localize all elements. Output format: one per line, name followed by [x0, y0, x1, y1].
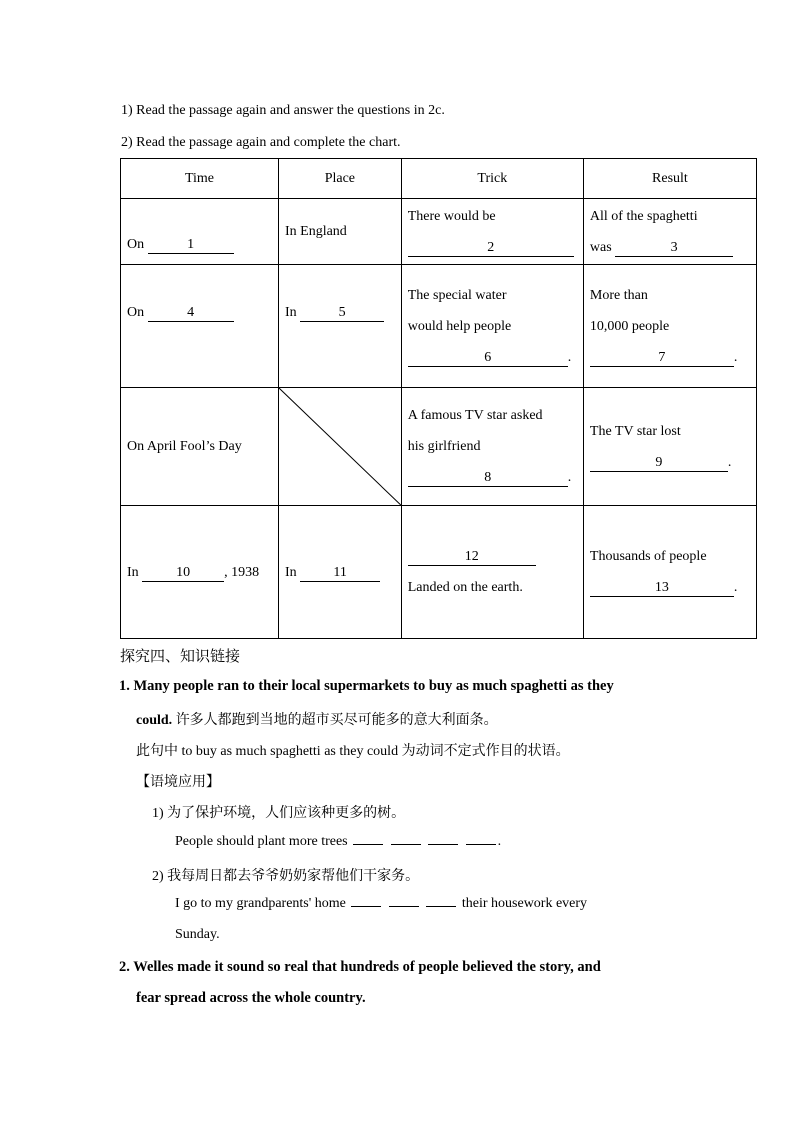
item1-q1-cn: 1) 为了保护环境，人们应该种更多的树。 — [152, 805, 406, 821]
item2-line2: fear spread across the whole country. — [136, 990, 366, 1006]
blank-7[interactable]: 7 — [590, 350, 734, 367]
q2-blank-a[interactable] — [351, 906, 381, 907]
blank-2[interactable]: 2 — [408, 240, 574, 257]
chart-row-4 — [121, 506, 757, 639]
row2-trick: The special water would help people 6 . — [401, 265, 583, 388]
blank-8[interactable]: 8 — [408, 470, 568, 487]
blank-9[interactable]: 9 — [590, 455, 728, 472]
blank-3[interactable]: 3 — [615, 240, 733, 257]
row1-place: In England — [278, 199, 401, 265]
row4-time: In 10 , 1938 — [121, 506, 279, 639]
blank-4[interactable]: 4 — [148, 305, 234, 322]
blank-1[interactable]: 1 — [148, 237, 234, 254]
item1-q2-en: I go to my grandparents' home their housework every — [175, 896, 588, 911]
header-result: Result — [583, 159, 756, 199]
q1-blank-a[interactable] — [353, 844, 383, 845]
row4-trick: 12 Landed on the earth. — [401, 506, 583, 639]
header-trick: Trick — [401, 159, 583, 199]
q1-blank-d[interactable] — [466, 844, 496, 845]
context-label: 【语境应用】 — [136, 774, 220, 790]
item1-line1: 1. Many people ran to their local supermarkets to buy as much spaghetti as they — [119, 678, 614, 694]
item1-q2-cn: 2) 我每周日都去爷爷奶奶家帮他们干家务。 — [152, 868, 420, 884]
row1-time: On 1 — [121, 199, 279, 265]
row4-result: Thousands of people 13 . — [583, 506, 756, 639]
row2-place: In 5 — [278, 265, 401, 388]
row3-trick: A famous TV star asked his girlfriend 8 . — [401, 388, 583, 506]
row3-result: The TV star lost 9 . — [583, 388, 756, 506]
blank-11[interactable]: 11 — [300, 565, 380, 582]
row3-place-crossed — [278, 388, 401, 506]
item1-note: 此句中 to buy as much spaghetti as they could 为动词不定式作目的状语。 — [136, 743, 570, 759]
item1-q2-en-line2: Sunday. — [175, 927, 220, 942]
row3-time: On April Fool’s Day — [121, 388, 279, 506]
blank-12[interactable]: 12 — [408, 549, 536, 566]
row1-result: All of the spaghetti was 3 — [583, 199, 756, 265]
row1-trick: There would be 2 — [401, 199, 583, 265]
row4-place: In 11 — [278, 506, 401, 639]
item1-q1-en: People should plant more trees . — [175, 834, 502, 849]
completion-chart — [120, 158, 757, 639]
instruction-1: 1) Read the passage again and answer the questions in 2c. — [121, 103, 445, 118]
row2-result: More than 10,000 people 7 . — [583, 265, 756, 388]
instruction-2: 2) Read the passage again and complete the chart. — [121, 135, 401, 150]
q2-blank-c[interactable] — [426, 906, 456, 907]
chart-row-2 — [121, 265, 757, 388]
q1-blank-b[interactable] — [391, 844, 421, 845]
blank-13[interactable]: 13 — [590, 580, 734, 597]
q1-blank-c[interactable] — [428, 844, 458, 845]
blank-10[interactable]: 10 — [142, 565, 224, 582]
q2-blank-b[interactable] — [389, 906, 419, 907]
section-title: 探究四、知识链接 — [120, 647, 241, 665]
header-place: Place — [278, 159, 401, 199]
blank-6[interactable]: 6 — [408, 350, 568, 367]
chart-header-row — [121, 159, 757, 199]
chart-row-3 — [121, 388, 757, 506]
diagonal-line — [279, 388, 401, 505]
chart-row-1 — [121, 199, 757, 265]
item2-line1: 2. Welles made it sound so real that hundreds of people believed the story, and — [119, 959, 601, 975]
item1-line2: could. 许多人都跑到当地的超市买尽可能多的意大利面条。 — [136, 712, 498, 728]
blank-5[interactable]: 5 — [300, 305, 384, 322]
row2-time: On 4 — [121, 265, 279, 388]
header-time: Time — [121, 159, 279, 199]
